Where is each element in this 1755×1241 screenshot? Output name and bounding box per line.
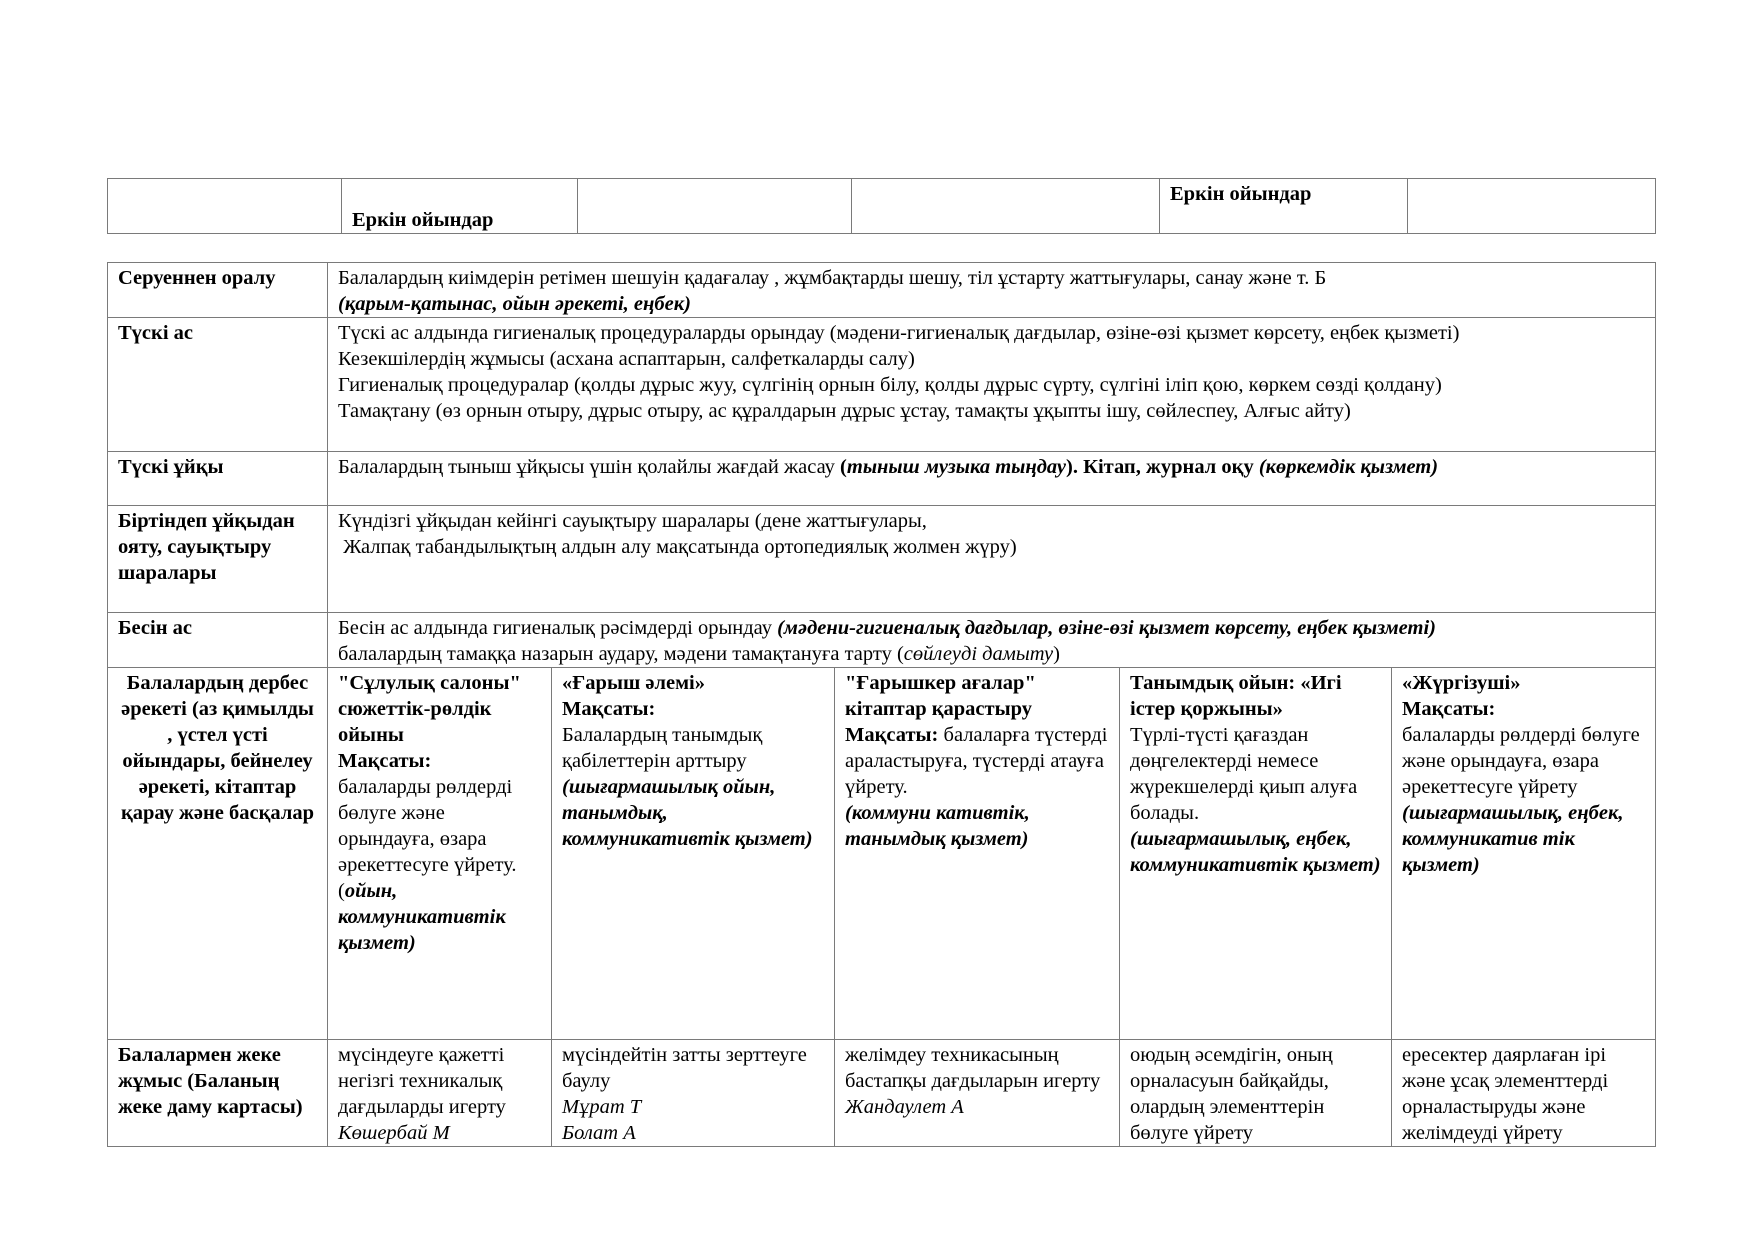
top-cell-1 <box>108 179 342 234</box>
goal-text: балаларды рөлдерді бөлуге және орындауға, өзара әрекеттесуге үйрету. <box>338 776 517 876</box>
row-label-snack: Бесін ас <box>108 613 328 668</box>
row-label-independent: Балалардың дербес әрекеті (аз қимылды , үстел үсті ойындары, бейнелеу әрекеті, кітаптар қарау және басқалар <box>108 668 328 1040</box>
row-label-wake: Біртіндеп ұйқыдан ояту, сауықтыру шаралары <box>108 506 328 613</box>
snack-text-2: балалардың тамаққа назарын аудару, мәдени тамақтануға тарту ( <box>338 643 904 665</box>
row-label-return-walk: Серуеннен оралу <box>108 263 328 318</box>
wake-line-2: Жалпақ табандылықтың алдын алу мақсатында ортопедиялық жолмен жүру) <box>338 536 1017 558</box>
individual-col-1 <box>328 1040 552 1147</box>
return-walk-activity: (қарым-қатынас, ойын әрекеті, еңбек) <box>338 293 691 315</box>
independent-col-2 <box>552 668 835 1040</box>
row-wake <box>108 506 1656 613</box>
row-label-individual: Балалармен жеке жұмыс (Баланың жеке даму картасы) <box>108 1040 328 1147</box>
goal-text: Түрлі-түсті қағаздан дөңгелектерді немесе жүрекшелерді қиып алуға болады. <box>1130 724 1358 824</box>
row-content-lunch <box>328 318 1656 452</box>
activity-tag: (шығармашылық, еңбек, коммуникативтік қызмет) <box>1130 828 1381 876</box>
top-table-row <box>108 179 1656 234</box>
individual-task: желімдеу техникасының бастапқы дағдыларын игерту <box>845 1044 1101 1092</box>
individual-col-4 <box>1120 1040 1392 1147</box>
child-name: Көшербай М <box>338 1122 450 1144</box>
independent-col-3 <box>835 668 1120 1040</box>
goal-label: Мақсаты: <box>562 698 656 720</box>
activity-title: «Жүргізуші» <box>1402 672 1521 694</box>
activity-tag: ойын, коммуникативтік қызмет) <box>338 880 506 954</box>
top-cell-5 <box>1160 179 1408 234</box>
free-games-label-1: Еркін ойындар <box>352 209 494 231</box>
row-lunch <box>108 318 1656 452</box>
nap-text: Балалардың тыныш ұйқысы үшін қолайлы жағдай жасау <box>338 456 841 478</box>
return-walk-text: Балалардың киімдерін ретімен шешуін қадағалау , жұмбақтарды шешу, тіл ұстарту жаттығулары, санау және т. Б <box>338 267 1327 289</box>
snack-speech: сөйлеуді дамыту <box>903 643 1054 665</box>
goal-label: Мақсаты: <box>1402 698 1496 720</box>
child-name-2: Болат А <box>562 1122 636 1144</box>
top-cell-6 <box>1408 179 1656 234</box>
individual-task: оюдың әсемдігін, оның орналасуын байқайды, олардың элементтерін бөлуге үйрету <box>1130 1044 1333 1144</box>
free-games-label-2: Еркін ойындар <box>1170 183 1312 205</box>
independent-col-4 <box>1120 668 1392 1040</box>
lunch-line-4: Тамақтану (өз орнын отыру, дұрыс отыру, ас құралдарын дұрыс ұстау, тамақты ұқыпты ішу, сөйлеспеу, Алғыс айту) <box>338 400 1351 422</box>
row-content-nap <box>328 452 1656 506</box>
individual-task: ересектер даярлаған ірі және ұсақ элементтерді орналастыруды және желімдеуді үйрету <box>1402 1044 1609 1144</box>
nap-music: тыныш музыка тыңдау <box>846 456 1066 478</box>
snack-text: Бесін ас алдында гигиеналық рәсімдерді орындау <box>338 617 778 639</box>
wake-line-1: Күндізгі ұйқыдан кейінгі сауықтыру шаралары (дене жаттығулары, <box>338 510 927 532</box>
activity-tag: (коммуни кативтік, танымдық қызмет) <box>845 802 1030 850</box>
independent-col-5 <box>1392 668 1656 1040</box>
activity-tag: (шығармашылық ойын, танымдық, коммуникативтік қызмет) <box>562 776 813 850</box>
activity-title: «Ғарыш әлемі» <box>562 672 705 694</box>
row-content-snack <box>328 613 1656 668</box>
individual-task: мүсіндейтін затты зерттеуге баулу <box>562 1044 807 1092</box>
individual-task: мүсіндеуге қажетті негізгі техникалық дағдыларды игерту <box>338 1044 506 1118</box>
row-content-return-walk <box>328 263 1656 318</box>
goal-label: Мақсаты: <box>845 724 939 746</box>
nap-paren: ( <box>840 456 847 478</box>
schedule-table <box>107 262 1656 1147</box>
row-content-wake <box>328 506 1656 613</box>
goal-label: Мақсаты: <box>338 750 432 772</box>
child-name: Жандаулет А <box>845 1096 964 1118</box>
activity-title: Танымдық ойын: «Игі істер қоржыны» <box>1130 672 1342 720</box>
snack-activity: (мәдени-гигиеналық дағдылар, өзіне-өзі қызмет көрсету, еңбек қызметі) <box>777 617 1436 639</box>
row-independent <box>108 668 1656 1040</box>
independent-col-1 <box>328 668 552 1040</box>
lunch-line-2: Кезекшілердің жұмысы (асхана аспаптарын, салфеткаларды салу) <box>338 348 915 370</box>
lunch-line-1: Түскі ас алдында гигиеналық процедураларды орындау (мәдени-гигиеналық дағдылар, өзіне-өзі қызмет көрсету, еңбек қызметі) <box>338 322 1460 344</box>
row-individual <box>108 1040 1656 1147</box>
row-snack <box>108 613 1656 668</box>
top-cell-3 <box>578 179 852 234</box>
activity-tag: (шығармашылық, еңбек, коммуникатив тік қызмет) <box>1402 802 1624 876</box>
top-table <box>107 178 1656 234</box>
individual-col-3 <box>835 1040 1120 1147</box>
activity-title: "Сұлулық салоны" сюжеттік-рөлдік ойыны <box>338 672 521 746</box>
individual-col-5 <box>1392 1040 1656 1147</box>
individual-col-2 <box>552 1040 835 1147</box>
snack-paren-close: ) <box>1053 643 1060 665</box>
goal-text: Балалардың танымдық қабілеттерін арттыру <box>562 724 763 772</box>
nap-reading: ). Кітап, журнал оқу <box>1066 456 1254 478</box>
row-nap <box>108 452 1656 506</box>
row-label-lunch: Түскі ас <box>108 318 328 452</box>
row-label-nap: Түскі ұйқы <box>108 452 328 506</box>
lunch-line-3: Гигиеналық процедуралар (қолды дұрыс жуу, сүлгінің орнын білу, қолды дұрыс сүрту, сүлгіні іліп қою, көркем сөзді қолдану) <box>338 374 1442 396</box>
activity-title: "Ғарышкер ағалар" кітаптар қарастыру <box>845 672 1036 720</box>
nap-activity: (көркемдік қызмет) <box>1253 456 1439 478</box>
top-cell-2 <box>342 179 578 234</box>
goal-text: балаларды рөлдерді бөлуге және орындауға, өзара әрекеттесуге үйрету <box>1402 724 1640 798</box>
top-cell-4 <box>852 179 1160 234</box>
child-name: Мұрат Т <box>562 1096 642 1118</box>
tag-paren: ( <box>338 880 345 902</box>
row-return-walk <box>108 263 1656 318</box>
goal-text: балаларға түстерді араластыруға, түстерді атауға үйрету. <box>845 724 1108 798</box>
